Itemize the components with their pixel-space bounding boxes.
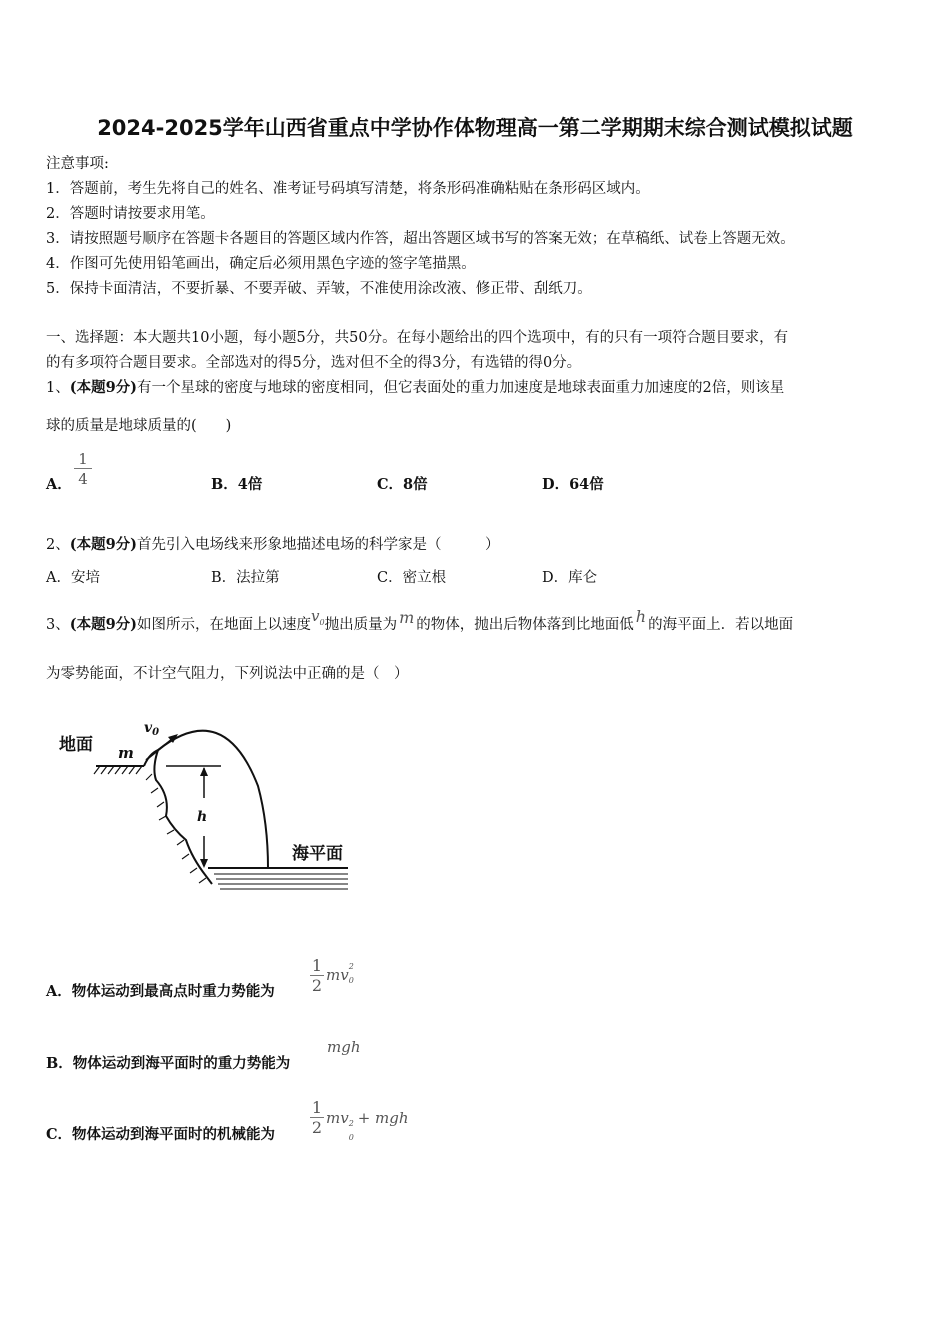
q3-score-tag: (本题9分)	[69, 616, 138, 633]
q2-text: 首先引入电场线来形象地描述电场的科学家是（ ）	[137, 537, 500, 553]
q3-option-c-expression	[326, 1109, 409, 1142]
q3-option-b-expression: mgh	[327, 1038, 361, 1056]
q1-option-c: C．8倍	[377, 476, 428, 493]
fraction-numerator: 1	[78, 450, 88, 468]
q3-text: 的物体，抛出后物体落到比地面低	[416, 617, 634, 633]
fraction-denominator: 4	[74, 468, 92, 489]
q3-number: 3、	[46, 617, 70, 633]
notice-item: 3．请按照题号顺序在答题卡各题目的答题区域内作答，超出答题区域书写的答案无效；在草稿纸、试卷上答题无效。	[46, 231, 795, 247]
expr-mv: mv	[326, 1109, 349, 1127]
section-line: 一、选择题：本大题共10小题，每小题5分，共50分。在每小题给出的四个选项中，有的只有一项符合题目要求，有	[46, 330, 789, 346]
notice-item: 2．答题时请按要求用笔。	[46, 206, 215, 222]
notice-item: 1．答题前，考生先将自己的姓名、准考证号码填写清楚，将条形码准确粘贴在条形码区域内。	[46, 181, 650, 197]
fraction-denominator: 2	[311, 976, 323, 995]
q3-option-b: B．物体运动到海平面时的重力势能为	[46, 1055, 291, 1072]
fraction-numerator: 1	[311, 1098, 323, 1117]
q3-m-symbol: m	[399, 608, 415, 627]
q1-line1	[46, 376, 784, 397]
notice-heading: 注意事项:	[46, 156, 109, 172]
q1-option-b: B．4倍	[211, 476, 263, 493]
q3-text: 抛出质量为	[324, 617, 398, 633]
velocity-subscript: 0	[152, 727, 160, 738]
q3-line2: 为零势能面，不计空气阻力，下列说法中正确的是（ ）	[46, 666, 409, 682]
q3-option-c: C．物体运动到海平面时的机械能为	[46, 1126, 276, 1143]
q1-option-a-fraction	[74, 450, 92, 489]
expr-sup: 2	[348, 962, 354, 971]
symbol-sub: 0	[319, 618, 325, 627]
expr-sub: 0	[348, 976, 354, 985]
q3-text: 的海平面上．若以地面	[648, 617, 794, 633]
height-arrow-down-head	[200, 859, 208, 868]
ground-label: 地面	[59, 735, 93, 755]
q3-line1	[46, 607, 794, 635]
q2-score-tag: (本题9分)	[69, 536, 138, 553]
symbol-v: v	[311, 607, 320, 625]
q1-line2: 球的质量是地球质量的( )	[46, 418, 232, 434]
q2-number: 2、	[46, 537, 70, 553]
notice-item: 4．作图可先使用铅笔画出，确定后必须用黑色字迹的签字笔描黑。	[46, 256, 476, 272]
q3-option-a: A．物体运动到最高点时重力势能为	[46, 983, 275, 1000]
expr-sup: 2	[348, 1119, 354, 1128]
q3-option-c-fraction	[310, 1099, 324, 1138]
page-title: 2024-2025学年山西省重点中学协作体物理高一第二学期期末综合测试模拟试题	[97, 116, 853, 140]
sea-dots	[214, 873, 348, 890]
q3-h-symbol: h	[635, 607, 647, 626]
trajectory-curve	[158, 731, 268, 868]
q1-option-a-label: A．	[46, 476, 72, 493]
height-label: h	[197, 809, 208, 825]
q3-option-a-expression	[326, 962, 354, 985]
fraction-denominator: 2	[311, 1118, 323, 1137]
q3-text: 如图所示，在地面上以速度	[137, 617, 312, 633]
expr-sub: 0	[348, 1133, 354, 1142]
cliff-hatching	[146, 774, 206, 883]
q2-line	[46, 533, 500, 554]
velocity-label	[144, 720, 159, 738]
q1-score-tag: (本题9分)	[69, 379, 138, 396]
ground-hatching	[94, 766, 142, 774]
notice-item: 5．保持卡面清洁，不要折暴、不要弄破、弄皱，不准使用涂改液、修正带、刮纸刀。	[46, 281, 592, 297]
height-arrow-up-head	[200, 767, 208, 776]
q2-option-c: C．密立根	[377, 570, 447, 586]
expr-plus-mgh: + mgh	[357, 1109, 409, 1127]
sea-level-label: 海平面	[292, 844, 343, 864]
q2-option-b: B．法拉第	[211, 570, 280, 586]
q1-option-d: D．64倍	[542, 476, 604, 493]
q2-option-d: D．库仑	[542, 570, 598, 586]
expr-mv: mv	[326, 966, 349, 984]
velocity-symbol: v	[144, 720, 153, 736]
q1-text: 有一个星球的密度与地球的密度相同，但它表面处的重力加速度是地球表面重力加速度的2倍，则该星	[137, 380, 785, 396]
q3-option-a-fraction	[310, 957, 324, 996]
section-line: 的有多项符合题目要求。全部选对的得5分，选对但不全的得3分，有选错的得0分。	[46, 355, 582, 371]
q3-v0-symbol	[311, 607, 325, 625]
mass-label: m	[118, 744, 134, 762]
projectile-cliff-figure	[46, 708, 366, 918]
fraction-numerator: 1	[311, 956, 323, 975]
q1-number: 1、	[46, 380, 70, 396]
q2-option-a: A．安培	[46, 570, 100, 586]
